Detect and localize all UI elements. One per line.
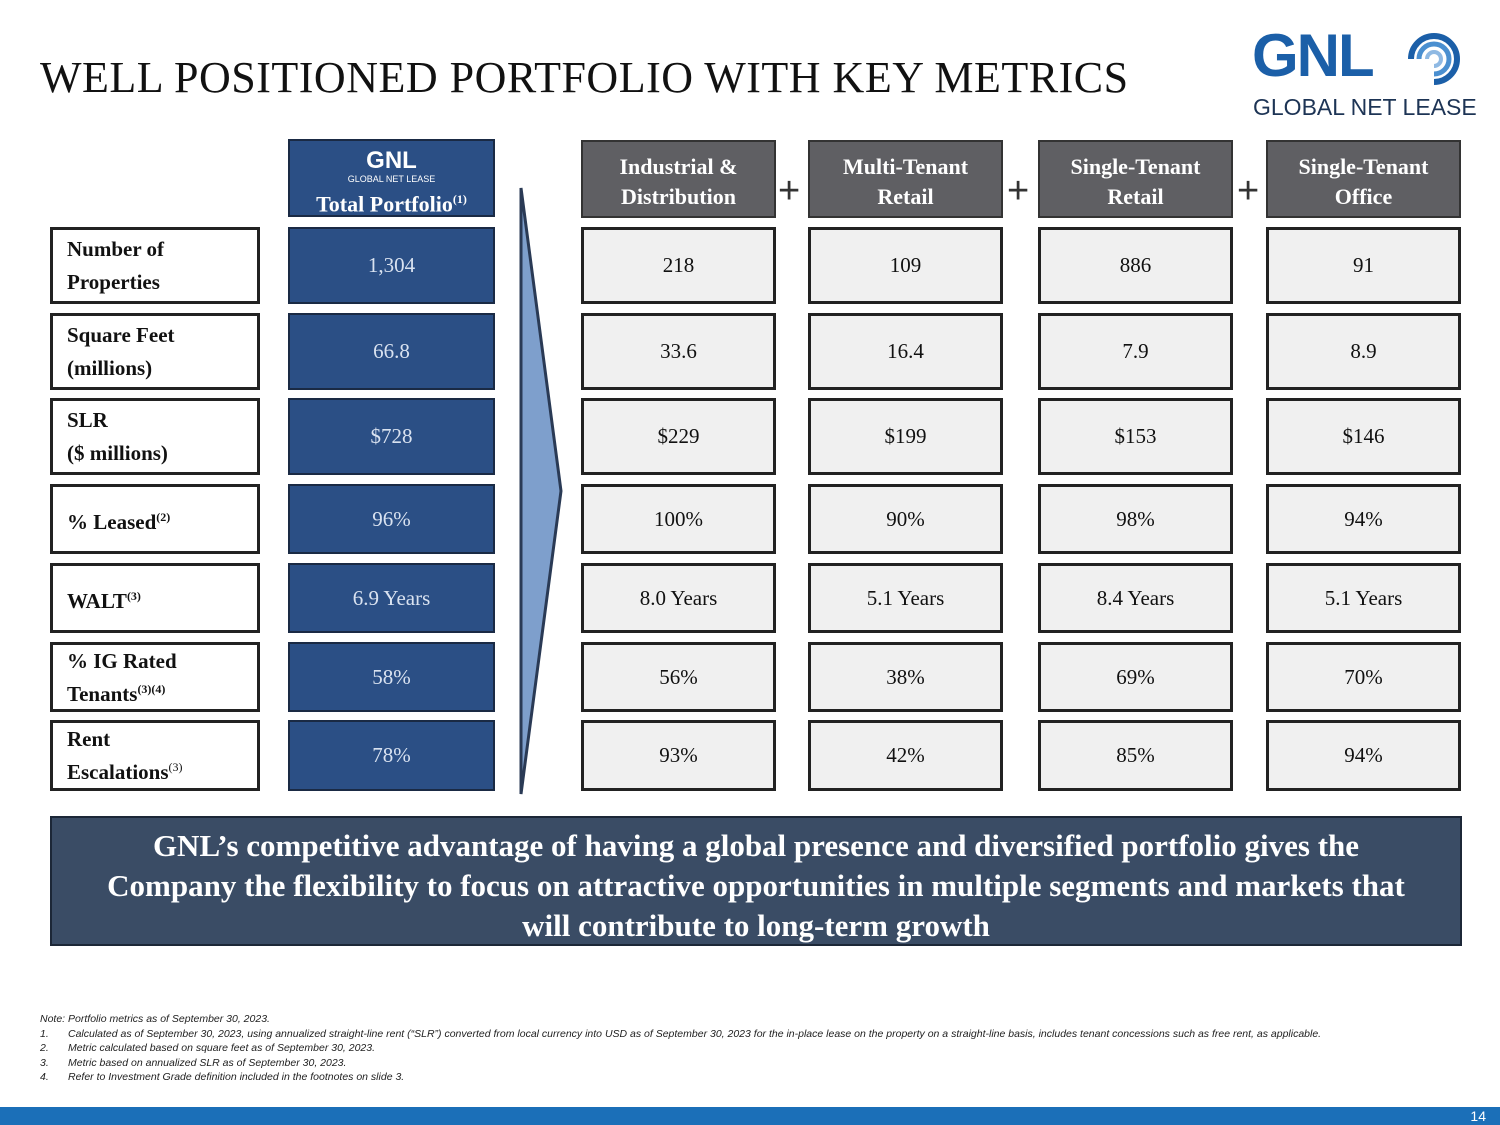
mini-logo-mark: GNL — [366, 147, 417, 174]
metric-label-line: Square Feet — [67, 323, 175, 347]
total-portfolio-value: 6.9 Years — [288, 563, 495, 633]
footnote-item: 2. Metric calculated based on square feet as of September 30, 2023. — [40, 1042, 376, 1054]
segment-header-single-tenant-retail: Single-Tenant Retail — [1038, 140, 1233, 218]
segment-header-multi-tenant-retail: Multi-Tenant Retail — [808, 140, 1003, 218]
metric-label — [50, 227, 260, 304]
metric-label-line: Tenants$^{(3)(4)}$ — [67, 681, 166, 706]
metric-label — [50, 642, 260, 712]
segment-value-single-office: 94% — [1266, 484, 1461, 554]
segment-value-multi-retail: 38% — [808, 642, 1003, 712]
segment-value-industrial: 33.6 — [581, 313, 776, 390]
total-portfolio-value: 78% — [288, 720, 495, 791]
total-portfolio-value: $728 — [288, 398, 495, 475]
metric-label-line: WALT$^{(3)}$ — [67, 588, 141, 613]
metric-label-line: (millions) — [67, 356, 153, 380]
segment-value-single-retail: 85% — [1038, 720, 1233, 791]
total-portfolio-value: 66.8 — [288, 313, 495, 390]
plus-sign: + — [1237, 170, 1260, 212]
metric-label — [50, 313, 260, 390]
segment-value-single-office: 8.9 — [1266, 313, 1461, 390]
metric-label — [50, 720, 260, 791]
segment-value-industrial: 218 — [581, 227, 776, 304]
segment-value-single-retail: 886 — [1038, 227, 1233, 304]
total-portfolio-header — [288, 139, 495, 217]
footnote-item: 4. Refer to Investment Grade definition included in the footnotes on slide 3. — [40, 1071, 405, 1083]
segment-value-single-retail: $153 — [1038, 398, 1233, 475]
segment-value-single-retail: 98% — [1038, 484, 1233, 554]
metric-label-line: % IG Rated — [67, 648, 177, 673]
mini-logo-name: GLOBAL NET LEASE — [347, 174, 436, 184]
plus-sign: + — [1007, 170, 1030, 212]
segment-value-multi-retail: 109 — [808, 227, 1003, 304]
metric-label — [50, 484, 260, 554]
metric-label-line: % Leased$^{(2)}$ — [67, 509, 171, 534]
segment-value-single-office: $146 — [1266, 398, 1461, 475]
page-number: 14 — [1470, 1108, 1486, 1124]
metric-label — [50, 563, 260, 633]
total-portfolio-value: 96% — [288, 484, 495, 554]
segment-value-multi-retail: 5.1 Years — [808, 563, 1003, 633]
segment-value-single-retail: 7.9 — [1038, 313, 1233, 390]
segment-value-single-retail: 8.4 Years — [1038, 563, 1233, 633]
footnote-intro: Note: Portfolio metrics as of September 30, 2023. — [40, 1013, 270, 1025]
banner-line: will contribute to long-term growth — [522, 908, 990, 943]
footnotes — [40, 1012, 1465, 1085]
footer-bar — [0, 1107, 1500, 1125]
segment-value-industrial: 8.0 Years — [581, 563, 776, 633]
total-portfolio-label: Total Portfolio$^{(1)}$ — [316, 191, 467, 217]
plus-sign: + — [778, 170, 801, 212]
segment-value-multi-retail: 42% — [808, 720, 1003, 791]
gnl-swirl-icon — [1403, 28, 1465, 90]
banner-line: Company the flexibility to focus on attractive opportunities in multiple segments and markets that — [107, 868, 1405, 903]
segment-value-industrial: 93% — [581, 720, 776, 791]
arrow-chevron-icon — [518, 186, 564, 796]
total-portfolio-value: 1,304 — [288, 227, 495, 304]
segment-header-industrial: Industrial & Distribution — [581, 140, 776, 218]
banner-line: GNL’s competitive advantage of having a global presence and diversified portfolio gives the — [152, 828, 1360, 863]
metric-label-line: Properties — [67, 270, 160, 294]
segment-value-industrial: 100% — [581, 484, 776, 554]
footnote-item: 1. Calculated as of September 30, 2023, using annualized straight-line rent (“SLR”) converted from local currency into USD as of September 30, 2023 for the in-place lease on the property on a straight-line basis, includes tenant concessions such as free rent, as applicable. — [40, 1027, 1322, 1040]
segment-value-industrial: $229 — [581, 398, 776, 475]
segment-value-multi-retail: $199 — [808, 398, 1003, 475]
segment-value-single-office: 94% — [1266, 720, 1461, 791]
segment-value-multi-retail: 16.4 — [808, 313, 1003, 390]
metric-label-line: ($ millions) — [67, 441, 168, 465]
total-portfolio-value: 58% — [288, 642, 495, 712]
page-title: WELL POSITIONED PORTFOLIO WITH KEY METRICS — [40, 53, 1129, 102]
metric-label-line: SLR — [67, 408, 108, 432]
segment-value-single-retail: 69% — [1038, 642, 1233, 712]
segment-value-single-office: 70% — [1266, 642, 1461, 712]
metric-label-line: Escalations$^{(3)}$ — [67, 760, 183, 784]
metric-label-line: Rent — [67, 727, 111, 751]
metric-label-line: Number of — [67, 237, 165, 261]
segment-value-single-office: 91 — [1266, 227, 1461, 304]
footnote-item: 3. Metric based on annualized SLR as of September 30, 2023. — [40, 1056, 347, 1069]
segment-header-single-tenant-office: Single-Tenant Office — [1266, 140, 1461, 218]
summary-banner — [50, 816, 1462, 946]
segment-value-single-office: 5.1 Years — [1266, 563, 1461, 633]
metric-label — [50, 398, 260, 475]
segment-value-multi-retail: 90% — [808, 484, 1003, 554]
gnl-logo-mark: GNL — [1252, 22, 1373, 89]
segment-value-industrial: 56% — [581, 642, 776, 712]
gnl-logo-name: GLOBAL NET LEASE — [1253, 94, 1477, 120]
